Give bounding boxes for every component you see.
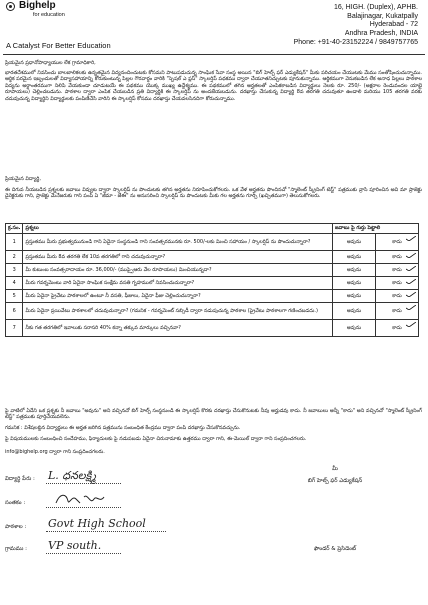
header-divider: [3, 54, 425, 55]
signature-line: [46, 507, 121, 508]
answer-no[interactable]: [376, 251, 419, 264]
student-name-line: [46, 483, 121, 484]
address-line: Balajinagar, Kukatpally: [347, 12, 418, 20]
question-text: మీరు ఏదైనా ప్రయివేటు పాఠశాలలో చదువుచున్నారా? (గమనిక - గవర్నమెంట్ సబ్సిడీ ద్వారా నడుపుచున్న పాఠశాల (ప్రైవేటు పాఠశాలగా గణించబడదు.): [23, 303, 333, 320]
school-line: [46, 531, 166, 532]
table-row: [6, 303, 419, 320]
row-number: 2: [6, 251, 23, 264]
answer-no[interactable]: [376, 264, 419, 277]
student-signature-icon: [52, 491, 112, 507]
check-mark-icon: [406, 266, 416, 271]
table-row: [6, 290, 419, 303]
answer-no[interactable]: [376, 320, 419, 337]
instructions-paragraph: ఈ దిగువ నీయబడిన ప్రశ్నలకు జవాబు వివ్వుట ద్వారా స్కాలర్షిప్ ను పొందుటకు తగిన అర్హతను నిరూపించుకోగలరు. ఒక వేళ అర్హతను పొందినచో "స్మాలెంట్ స్క్రీనింగ్ టెస్ట్" పత్రముకు వ్రాసి పూరించిన అవి మా ప్రాజెక్టు డైరెక్టరుకు గాని, ప్రాజెక్టు మేనేజరుకు గాని పంపి ఏ "జీమా - జేఈ" ను అనుసరించి స్కాలర్షిప్ ను పొందుటకు మీకు గల అర్హతను గూర్చి (ఖచ్చితముగా) తెలుసుకోగలరు.: [5, 187, 422, 200]
question-text: మీ కుటుంబ సంవత్సరాదాయం రూ. 36,000/- (ముప్పైఆరు వేల రూపాయలు) మించియున్నదా?: [23, 264, 333, 277]
table-row: [6, 234, 419, 251]
question-text: ప్రస్తుతము మీరు 8వ తరగతి లేక 10వ తరగతిలో గాని చదువుచున్నారా?: [23, 251, 333, 264]
row-number: 4: [6, 277, 23, 290]
student-name-row: [5, 476, 45, 483]
answer-no[interactable]: [376, 303, 419, 320]
address-phone: Phone: +91-40-23152224 / 9849757765: [293, 38, 418, 46]
row-number: 5: [6, 290, 23, 303]
remark-note: గమనిక : విశేషలబ్దిన విద్యార్థులు ఈ అర్హత జరిగిన పత్రమును సంబంధిత కేంద్రము ద్వారా పంపి దరఖాస్తు చేసుకొనవచ్చును.: [5, 425, 241, 431]
answer-no-label: కాదు: [392, 238, 402, 245]
check-mark-icon: [406, 305, 416, 310]
question-text: మీరు ఏదైనా ప్రైవేటు పాఠశాలలో ఉంటూ నీ వసతి, ఫీజులు, ఏదైనా ఫీజు చెల్లించుచున్నారా?: [23, 290, 333, 303]
question-text: ప్రస్తుతము మీరు ప్రభుత్వమునుండి గాని ఏదైనా సంస్థనుండి గాని సంవత్సరమునకు రూ. 500/-లకు మించి సహాయం / స్కాలర్షిప్ ను పొందుచున్నారా?: [23, 234, 333, 251]
email-line: info@bighelp.org ద్వారా గాని సంప్రదించగలరు.: [5, 449, 105, 455]
address-block: [294, 4, 418, 47]
school-row: [5, 524, 45, 531]
answer-no[interactable]: [376, 234, 419, 251]
contact-note: పై విషయములకు సంబంధించి సందేహము, ఫిర్యాదులకు పై నడుపబడు ఏదైనా చిరునామాకు ఉత్తరము ద్వారా గాని, ఈ-మెయిల్ ద్వారా గాని సంప్రదించగలరు.: [5, 436, 307, 442]
intro-paragraph: భారతదేశములో నివసించు బాలబాలికలకు ఉన్నతమైన విద్యనందించుటకు కోసమని పాటుపడుచున్న సాంఘిక సేవా సంస్థ అయిన "బిగ్ హెల్ప్ ఫర్ ఎడ్యుకేషన్" మీకు పరిచయం చేయుటకు మేము సంతోషించుచున్నాము. ఆర్థిక పరమైన ఇబ్బందులతో విద్యాసహాయాన్ని కోరుకుంటున్న పిల్లల గౌరవార్ధం వారికి "స్పెషల్ ఎ ప్లస్" స్కాలర్షిప్ పథకము ద్వారా చేయూతనిచ్చుటకు పూనుకున్నాము. ఆర్థికముగా వెనుకబడిన లేక అనాధ పిల్లలు పాఠశాల విద్యను అర్థాంతరముగా నిలిపి వేయకుండా చూడుటయే ఈ పథకము యొక్క ముఖ్య ఉద్దేశ్యము. ఈ పథకములో తగిన అర్హతలతో ఎంపికకాబడిన విద్యార్థులు నెలకు రూ. 250/- (అక్షరాల రెండువందల యాభై రూపాయలు) చెల్లించబడును. పాఠశాల ద్వారా ఎంపిక చేయబడిన ప్రతి విద్యార్థికి ఈ స్కాలర్షిప్ ను అందజేయబడును. దరఖాస్తు చేసుకున్న విద్యార్థి 8వ తరగతి చదువుతూ ఉండాలి మరియు 105 తరగతి వరకు చదువుచున్న విద్యార్థిని విద్యార్థులకు పంపిణీచేసి వారిని ఈ స్కాలర్షిప్ కోసము దరఖాస్తు చేయవలసినదిగా కోరుచున్నాము.: [5, 70, 422, 102]
check-mark-icon: [406, 322, 416, 327]
col-number-header: క్ర.సం.: [6, 224, 23, 234]
brand-name: Bighelp: [19, 0, 56, 11]
student-name-label: విద్యార్థి పేరు :: [5, 476, 35, 482]
question-text: నీకు గత తరగతిలో ఇవాలుకు సరాసరి 40% కన్నా తక్కువ మార్కులు వచ్చినవా?: [23, 320, 333, 337]
village-line: [46, 553, 121, 554]
closing-yours: మీ: [332, 466, 338, 472]
answer-no-label: కాదు: [392, 266, 402, 273]
salutation-student: ప్రియమైన విద్యార్థి,: [5, 176, 41, 182]
table-row: [6, 264, 419, 277]
row-number: 6: [6, 303, 23, 320]
table-row: [6, 277, 419, 290]
brand-subtitle: for education: [33, 12, 65, 18]
answer-no-label: కాదు: [392, 292, 402, 299]
check-mark-icon: [406, 279, 416, 284]
check-mark-icon: [406, 236, 416, 241]
row-number: 1: [6, 234, 23, 251]
answer-no[interactable]: [376, 290, 419, 303]
table-header-row: [6, 224, 419, 234]
col-question-header: ప్రశ్నలు: [23, 224, 333, 234]
salutation-headmaster: ప్రియమైన ప్రధానోపాధ్యాయుల లేక గ్రామాధికారి,: [5, 60, 96, 66]
answer-no-label: కాదు: [392, 324, 402, 331]
signature-row: [5, 500, 45, 507]
village-value[interactable]: VP south.: [48, 539, 102, 552]
answer-yes[interactable]: అవును: [333, 303, 376, 320]
table-row: [6, 251, 419, 264]
address-line: Hyderabad - 72: [369, 21, 418, 29]
closing-title: ఫౌండర్ & ప్రెసిడెంట్: [313, 546, 357, 552]
answer-no-label: కాదు: [392, 307, 402, 314]
answer-yes[interactable]: అవును: [333, 277, 376, 290]
answer-yes[interactable]: అవును: [333, 290, 376, 303]
col-answer-header: జవాబు పై గుర్తు పెట్టాలి: [333, 224, 419, 234]
table-row: [6, 320, 419, 337]
question-text: మీరు గవర్నమెంటు వారి ఏదైనా సాంఘిక సంక్షేమ వసతి గృహములో నివసించుచున్నారా?: [23, 277, 333, 290]
answer-no-label: కాదు: [392, 253, 402, 260]
check-mark-icon: [406, 253, 416, 258]
check-mark-icon: [406, 292, 416, 297]
answer-yes[interactable]: అవును: [333, 264, 376, 277]
answer-no-label: కాదు: [392, 279, 402, 286]
address-line: Andhra Pradesh, INDIA: [344, 30, 418, 38]
school-value[interactable]: Govt High School: [48, 517, 146, 530]
village-row: [5, 546, 45, 553]
answer-no[interactable]: [376, 277, 419, 290]
signature-label: సంతకం :: [5, 500, 26, 506]
answer-yes[interactable]: అవును: [333, 234, 376, 251]
closing-org: బిగ్ హెల్ప్ ఫర్ ఎడ్యుకేషన్: [307, 478, 363, 484]
answer-yes[interactable]: అవును: [333, 320, 376, 337]
school-label: పాఠశాల :: [5, 524, 27, 530]
village-label: గ్రామము :: [5, 546, 28, 552]
student-name-value[interactable]: L. ధనలక్ష్మి: [48, 469, 96, 482]
address-line: 16, HIGH. (Duplex), APHB.: [333, 4, 418, 11]
tagline: A Catalyst For Better Education: [6, 41, 111, 50]
logo-icon: [6, 2, 15, 11]
row-number: 7: [6, 320, 23, 337]
eligibility-note: పై వాటిలో ఏదేని ఒక ప్రశ్నకు నీ జవాబు "అవును" అని వచ్చినచో బిగ్ హెల్ప్ సంస్థనుండి ఈ స్కాలర్షిప్ కొరకు దరఖాస్తు చేసుకొనుటకు నీవు అర్హుడవు కాదు. నీ జవాబులు అన్నీ "కాదు" అని వచ్చినచో "స్మాలెంట్ స్క్రీనింగ్ టెస్ట్" పత్రముకు పూర్తిచేయవలెను.: [5, 408, 423, 421]
eligibility-table: [5, 223, 419, 337]
row-number: 3: [6, 264, 23, 277]
answer-yes[interactable]: అవును: [333, 251, 376, 264]
